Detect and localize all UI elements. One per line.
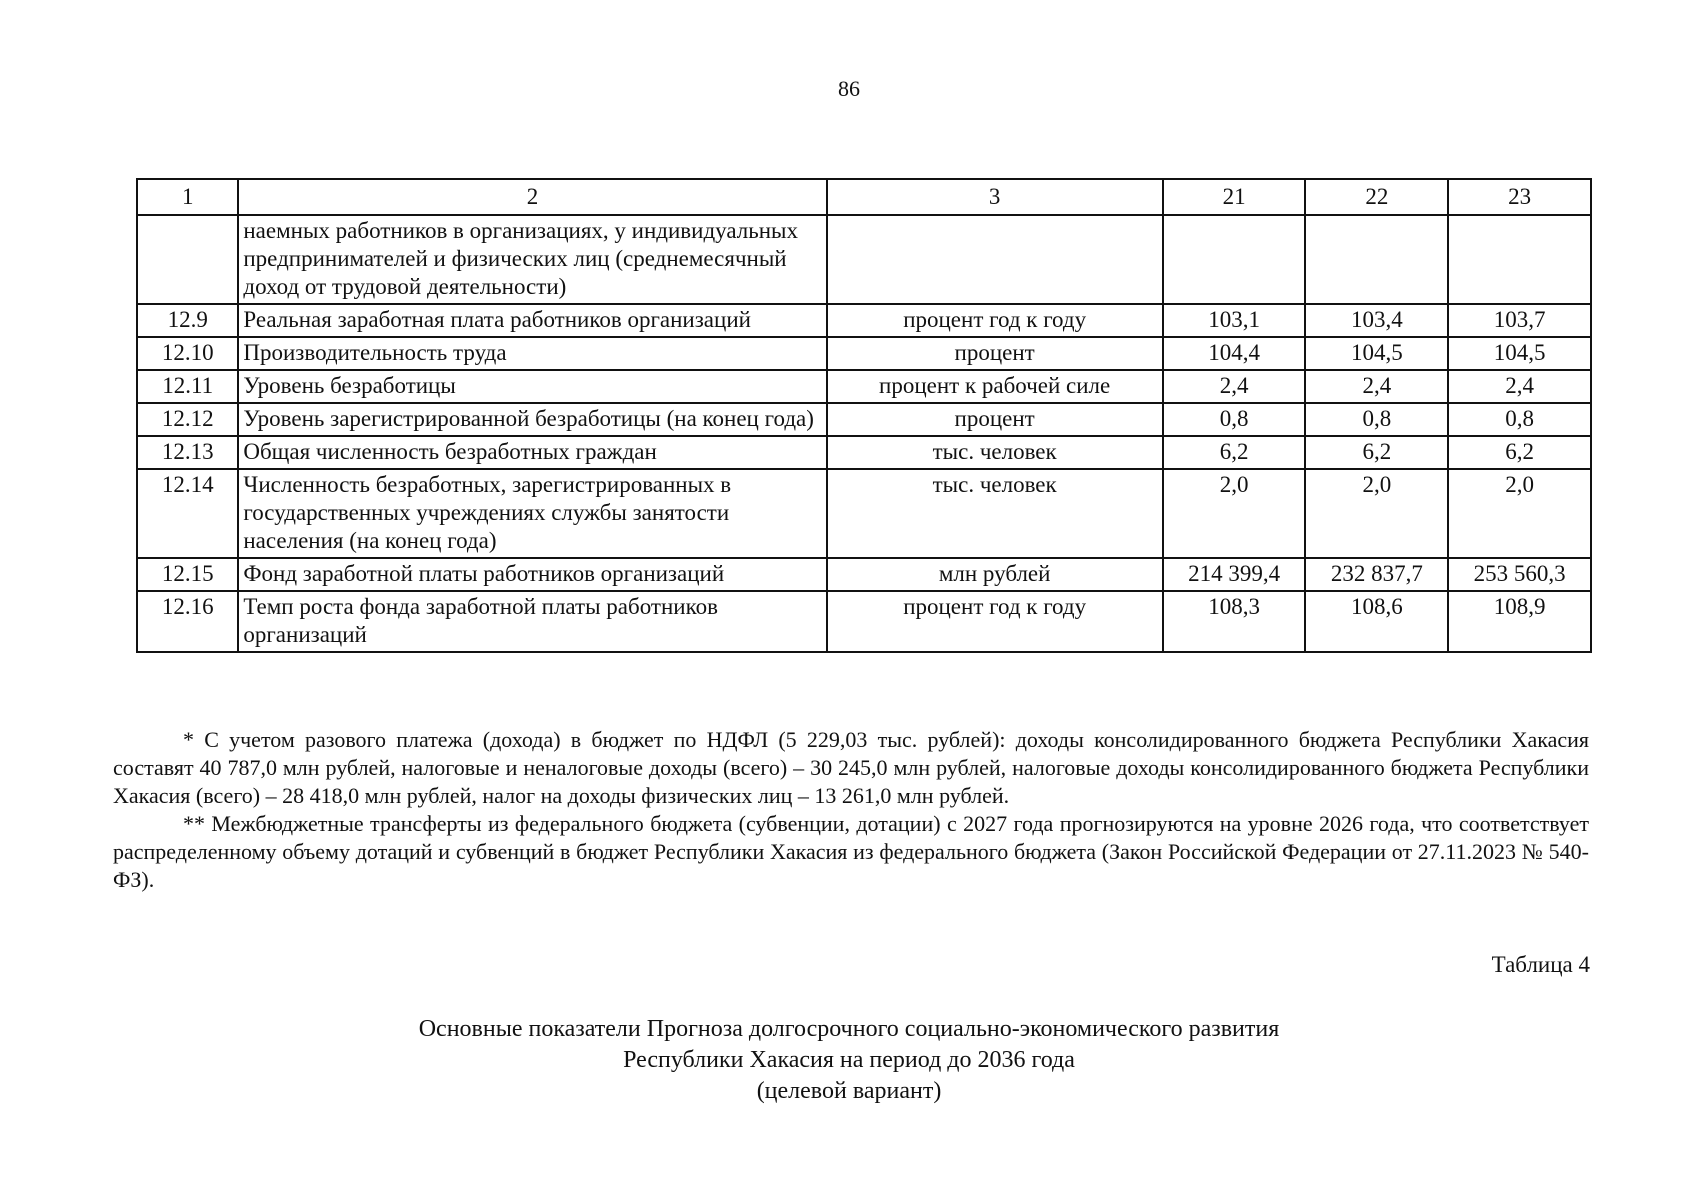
value-col-22	[1305, 215, 1448, 304]
unit-of-measure: процент год к году	[827, 304, 1163, 337]
indicator-name: Фонд заработной платы работников организаций	[238, 558, 826, 591]
value-col-22: 2,4	[1305, 370, 1448, 403]
value-col-21: 2,4	[1163, 370, 1306, 403]
row-number: 12.14	[137, 469, 238, 558]
table-row	[137, 591, 1591, 652]
indicator-name: Уровень безработицы	[238, 370, 826, 403]
table-row	[137, 370, 1591, 403]
value-col-23: 6,2	[1448, 436, 1591, 469]
value-col-23: 2,4	[1448, 370, 1591, 403]
table-header-row	[137, 179, 1591, 215]
value-col-22: 108,6	[1305, 591, 1448, 652]
column-header: 2	[238, 179, 826, 215]
indicator-name: Уровень зарегистрированной безработицы (на конец года)	[238, 403, 826, 436]
row-number: 12.15	[137, 558, 238, 591]
value-col-23: 108,9	[1448, 591, 1591, 652]
value-col-22: 232 837,7	[1305, 558, 1448, 591]
row-number	[137, 215, 238, 304]
value-col-22: 2,0	[1305, 469, 1448, 558]
unit-of-measure: тыс. человек	[827, 469, 1163, 558]
indicator-name: Общая численность безработных граждан	[238, 436, 826, 469]
indicator-name: Производительность труда	[238, 337, 826, 370]
row-number: 12.11	[137, 370, 238, 403]
value-col-23: 103,7	[1448, 304, 1591, 337]
value-col-23: 2,0	[1448, 469, 1591, 558]
heading-line-2: Республики Хакасия на период до 2036 года	[623, 1047, 1075, 1073]
footnotes	[113, 726, 1589, 894]
value-col-21: 103,1	[1163, 304, 1306, 337]
table-heading	[0, 1014, 1698, 1107]
unit-of-measure: процент год к году	[827, 591, 1163, 652]
indicator-name: Численность безработных, зарегистрированных в государственных учреждениях службы занятости населения (на конец года)	[238, 469, 826, 558]
footnote-1: * С учетом разового платежа (дохода) в бюджет по НДФЛ (5 229,03 тыс. рублей): доходы консолидированного бюджета Республики Хакасия составят 40 787,0 млн рублей, налоговые и неналоговые доходы (всего) – 30 245,0 млн рублей, налоговые доходы консолидированного бюджета Республики Хакасия (всего) – 28 418,0 млн рублей, налог на доходы физических лиц – 13 261,0 млн рублей.	[113, 727, 1589, 808]
table-row	[137, 403, 1591, 436]
table-row	[137, 436, 1591, 469]
value-col-22: 6,2	[1305, 436, 1448, 469]
unit-of-measure	[827, 215, 1163, 304]
value-col-21: 2,0	[1163, 469, 1306, 558]
table-body	[137, 215, 1591, 652]
table-row	[137, 337, 1591, 370]
value-col-23: 253 560,3	[1448, 558, 1591, 591]
table-row	[137, 469, 1591, 558]
value-col-22: 0,8	[1305, 403, 1448, 436]
value-col-21: 108,3	[1163, 591, 1306, 652]
table-row	[137, 215, 1591, 304]
value-col-21: 214 399,4	[1163, 558, 1306, 591]
column-header: 23	[1448, 179, 1591, 215]
table-row	[137, 304, 1591, 337]
value-col-21: 104,4	[1163, 337, 1306, 370]
heading-line-1: Основные показатели Прогноза долгосрочного социально-экономического развития	[418, 1016, 1280, 1042]
value-col-21	[1163, 215, 1306, 304]
row-number: 12.16	[137, 591, 238, 652]
indicator-name: Темп роста фонда заработной платы работников организаций	[238, 591, 826, 652]
indicator-name: наемных работников в организациях, у индивидуальных предпринимателей и физических лиц (среднемесячный доход от трудовой деятельности)	[238, 215, 826, 304]
row-number: 12.13	[137, 436, 238, 469]
value-col-23: 104,5	[1448, 337, 1591, 370]
row-number: 12.9	[137, 304, 238, 337]
table-label: Таблица 4	[1491, 952, 1590, 977]
unit-of-measure: процент к рабочей силе	[827, 370, 1163, 403]
unit-of-measure: тыс. человек	[827, 436, 1163, 469]
value-col-23	[1448, 215, 1591, 304]
unit-of-measure: процент	[827, 337, 1163, 370]
indicators-table	[136, 178, 1592, 653]
row-number: 12.10	[137, 337, 238, 370]
column-header: 22	[1305, 179, 1448, 215]
unit-of-measure: млн рублей	[827, 558, 1163, 591]
value-col-22: 104,5	[1305, 337, 1448, 370]
value-col-21: 0,8	[1163, 403, 1306, 436]
column-header: 3	[827, 179, 1163, 215]
footnote-2: ** Межбюджетные трансферты из федерального бюджета (субвенции, дотации) с 2027 года прогнозируются на уровне 2026 года, что соответствует распределенному объему дотаций и субвенций в бюджет Республики Хакасия из федерального бюджета (Закон Российской Федерации от 27.11.2023 № 540-ФЗ).	[113, 811, 1589, 892]
value-col-21: 6,2	[1163, 436, 1306, 469]
indicator-name: Реальная заработная плата работников организаций	[238, 304, 826, 337]
value-col-23: 0,8	[1448, 403, 1591, 436]
row-number: 12.12	[137, 403, 238, 436]
heading-line-3: (целевой вариант)	[756, 1078, 942, 1104]
unit-of-measure: процент	[827, 403, 1163, 436]
page-number: 86	[838, 76, 860, 101]
column-header: 21	[1163, 179, 1306, 215]
column-header: 1	[137, 179, 238, 215]
table-row	[137, 558, 1591, 591]
value-col-22: 103,4	[1305, 304, 1448, 337]
